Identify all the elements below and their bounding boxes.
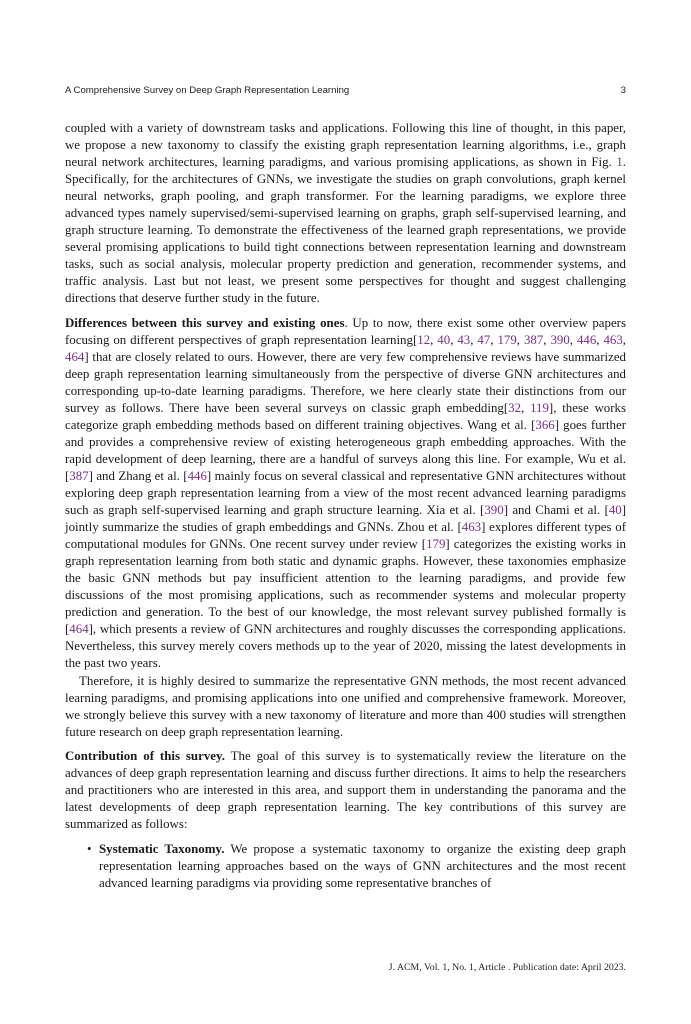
- citation-link[interactable]: 446: [576, 332, 597, 347]
- citation-link[interactable]: 366: [535, 417, 555, 432]
- citation-link[interactable]: 47: [477, 332, 491, 347]
- figure-link[interactable]: 1: [616, 155, 623, 170]
- paragraph-heading: Contribution of this survey.: [65, 748, 225, 763]
- paragraph-therefore: Therefore, it is highly desired to summarize the representative GNN methods, the most recent advanced learning paradigms, and promising applications into one unified and comprehensive framework. Moreover, we strongly believe this survey with a new taxonomy of literature and more than 400 studies will strengthen future research on deep graph representation learning.: [65, 673, 626, 739]
- citation-link[interactable]: 179: [426, 537, 446, 552]
- citation-link[interactable]: 40: [437, 332, 451, 347]
- citation-link[interactable]: 43: [457, 332, 471, 347]
- citation-link[interactable]: 32: [508, 400, 522, 415]
- citation-link[interactable]: 40: [608, 503, 622, 518]
- bullet-icon: •: [87, 841, 92, 856]
- citation-link[interactable]: 464: [69, 622, 89, 637]
- list-item: • Systematic Taxonomy. We propose a systematic taxonomy to organize the existing deep graph representation learning approaches based on the ways of GNN architectures and the most recent advanced learning paradigms via providing some representative branches of: [87, 841, 626, 891]
- paragraph-taxonomy-intro: coupled with a variety of downstream tasks and applications. Following this line of thought, in this paper, we propose a new taxonomy to classify the existing graph representation learning algorithms, i.e., graph neural network architectures, learning paradigms, and various promising applications, as shown in Fig. 1. Specifically, for the architectures of GNNs, we investigate the studies on graph convolutions, graph kernel neural networks, graph pooling, and graph transformer. For the learning paradigms, we explore three advanced types namely supervised/semi-supervised learning on graphs, graph self-supervised learning, and graph structure learning. To demonstrate the effectiveness of the learned graph representations, we provide several promising applications to build tight connections between representation learning and downstream tasks, such as social analysis, molecular property prediction and generation, recommender systems, and traffic analysis. Last but not least, we present some perspectives for thought and suggest challenging directions that deserve further study in the future.: [65, 121, 626, 306]
- citation-link[interactable]: 390: [550, 332, 570, 347]
- citation-link[interactable]: 387: [523, 332, 544, 347]
- citation-link[interactable]: 12: [417, 332, 431, 347]
- running-title: A Comprehensive Survey on Deep Graph Representation Learning: [65, 85, 350, 96]
- citation-link[interactable]: 446: [187, 468, 207, 483]
- paragraph-contribution: Contribution of this survey. The goal of this survey is to systematically review the literature on the advances of deep graph representation learning and discuss further directions. It aims to help the researchers and practitioners who are interested in this area, and support them in understanding the panorama and the latest developments of deep graph representation learning. The key contributions of this survey are summarized as follows:: [65, 748, 626, 831]
- citation-link[interactable]: 390: [484, 503, 504, 518]
- running-header: [65, 85, 626, 99]
- citation-link[interactable]: 463: [603, 332, 623, 347]
- paragraph-differences: Differences between this survey and existing ones. Up to now, there exist some other overview papers focusing on different perspectives of graph representation learning[12, 40, 43, 47, 179, 387, 390, 446, 463, 464] that are closely related to ours. However, there are very few comprehensive reviews have summarized deep graph representation learning simultaneously from the perspective of diverse GNN architectures and corresponding up-to-date learning paradigms. Therefore, we here clearly state their distinctions from our survey as follows. There have been several surveys on classic graph embedding[32, 119], these works categorize graph embedding methods based on different training objectives. Wang et al. [366] goes further and provides a comprehensive review of existing heterogeneous graph embedding approaches. With the rapid development of deep learning, there are a handful of surveys along this line. For example, Wu et al. [387] and Zhang et al. [446] mainly focus on several classical and representative GNN architectures without exploring deep graph representation learning from a view of the most recent advanced learning paradigms such as graph self-supervised learning and graph structure learning. Xia et al. [390] and Chami et al. [40] jointly summarize the studies of graph embeddings and GNNs. Zhou et al. [463] explores different types of computational modules for GNNs. One recent survey under review [179] categorizes the existing works in graph representation learning from both static and dynamic graphs. However, these taxonomies emphasize the basic GNN methods but pay insufficient attention to the learning paradigms, and provide few discussions of the most promising applications, such as recommender systems and molecular property prediction and generation. To the best of our knowledge, the most relevant survey published formally is [464], which presents a review of GNN architectures and roughly discusses the corresponding applications. Nevertheless, this survey merely covers methods up to the year of 2020, missing the latest developments in the past two years.: [65, 315, 627, 671]
- citation-link[interactable]: 387: [69, 468, 89, 483]
- body-text: [65, 120, 626, 892]
- contribution-list: [65, 841, 626, 892]
- list-item-title: Systematic Taxonomy.: [99, 841, 225, 856]
- paragraph-heading: Differences between this survey and existing ones: [65, 315, 345, 330]
- citation-link[interactable]: 464: [65, 349, 85, 364]
- page-number: 3: [620, 85, 626, 96]
- citation-link[interactable]: 119: [530, 400, 549, 415]
- citation-link[interactable]: 179: [497, 332, 517, 347]
- citation-link[interactable]: 463: [461, 520, 482, 535]
- page-footer: J. ACM, Vol. 1, No. 1, Article . Publication date: April 2023.: [388, 962, 626, 973]
